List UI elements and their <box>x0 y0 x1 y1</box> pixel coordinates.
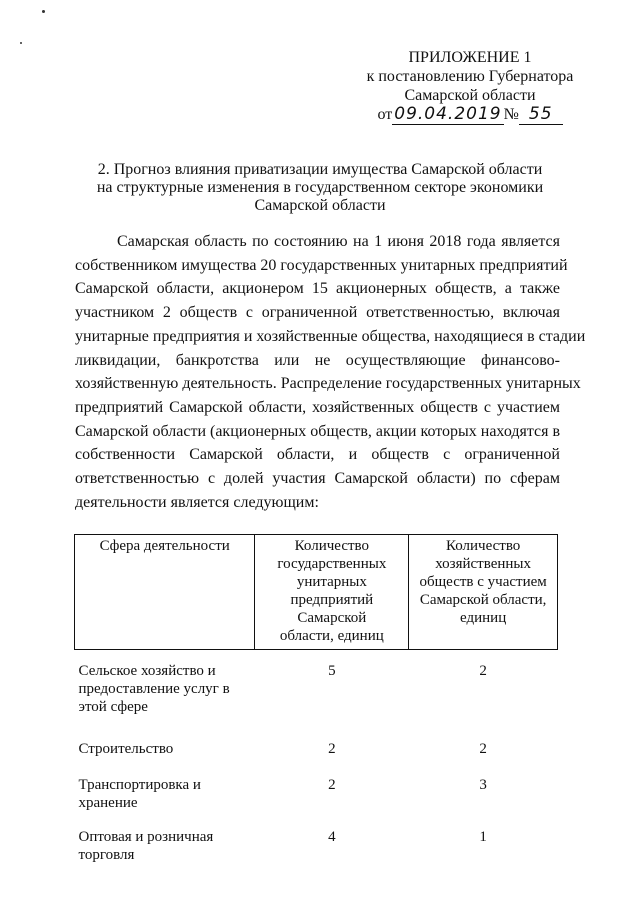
paragraph-line: собственности Самарской области, и обществ с ограниченной <box>75 446 560 464</box>
header-companies: Количество хозяйственных обществ с участием Самарской области, единиц <box>409 535 558 650</box>
paragraph-line: деятельности является следующим: <box>75 493 319 511</box>
paragraph-line: ответственностью с долей участия Самарской области) по сферам <box>75 470 560 488</box>
section-title-line: Самарской области <box>254 197 386 214</box>
table-header-row <box>75 535 558 650</box>
appendix-date-line <box>300 105 600 124</box>
appendix-region: Самарской области <box>404 87 536 104</box>
scan-speck <box>20 42 22 44</box>
paragraph-line: ликвидации, банкротства или не осуществляющие финансово- <box>75 351 560 369</box>
table-row <box>75 812 558 864</box>
row-sphere: Транспортировка и хранение <box>78 777 201 811</box>
row-unitary: 4 <box>328 829 336 845</box>
privatization-table <box>74 534 558 864</box>
row-unitary: 2 <box>328 777 336 793</box>
table-row <box>75 758 558 812</box>
paragraph-line: хозяйственную деятельность. Распределение государственных унитарных <box>75 375 581 393</box>
appendix-title: ПРИЛОЖЕНИЕ 1 <box>408 49 532 66</box>
paragraph-line: унитарные предприятия и хозяйственные общества, находящиеся в стадии <box>75 327 586 345</box>
paragraph-line: Самарской области, акционером 15 акционерных обществ, а также <box>75 280 560 298</box>
header-sphere: Сфера деятельности <box>75 535 255 650</box>
paragraph-line: собственником имущества 20 государственных унитарных предприятий <box>75 256 568 274</box>
section-title-line: 2. Прогноз влияния приватизации имущества Самарской области <box>97 161 543 178</box>
paragraph-line: Самарская область по состоянию на 1 июня 2018 года является <box>117 233 560 250</box>
header-unitary: Количество государственных унитарных предприятий Самарской области, единиц <box>255 535 409 650</box>
scan-speck <box>42 10 45 13</box>
row-unitary: 2 <box>328 741 336 757</box>
appendix-decree-ref: к постановлению Губернатора <box>366 68 574 85</box>
paragraph-line: Самарской области (акционерных обществ, акции которых находятся в <box>75 422 561 440</box>
row-unitary: 5 <box>328 663 336 679</box>
table-row <box>75 722 558 758</box>
paragraph-line: предприятий Самарской области, хозяйственных обществ с участием <box>75 398 560 416</box>
row-companies: 3 <box>479 777 487 793</box>
row-sphere: Оптовая и розничная торговля <box>78 829 214 863</box>
paragraph-line: участником 2 обществ с ограниченной ответственностью, включая <box>75 304 560 322</box>
number-sign: № <box>503 106 519 123</box>
row-sphere: Сельское хозяйство и предоставление услуг в этой сфере <box>78 663 230 715</box>
section-title-line: на структурные изменения в государственном секторе экономики <box>96 179 544 196</box>
handwritten-number: 55 <box>519 104 563 125</box>
row-sphere: Строительство <box>78 741 174 757</box>
handwritten-date: 09.04.2019 <box>394 104 502 124</box>
section-title <box>60 161 580 215</box>
row-companies: 2 <box>479 663 487 679</box>
row-companies: 2 <box>479 741 487 757</box>
date-prefix: от <box>377 106 393 123</box>
row-companies: 1 <box>479 829 487 845</box>
appendix-header <box>300 48 600 124</box>
table-row <box>75 650 558 723</box>
body-paragraph <box>75 230 586 514</box>
